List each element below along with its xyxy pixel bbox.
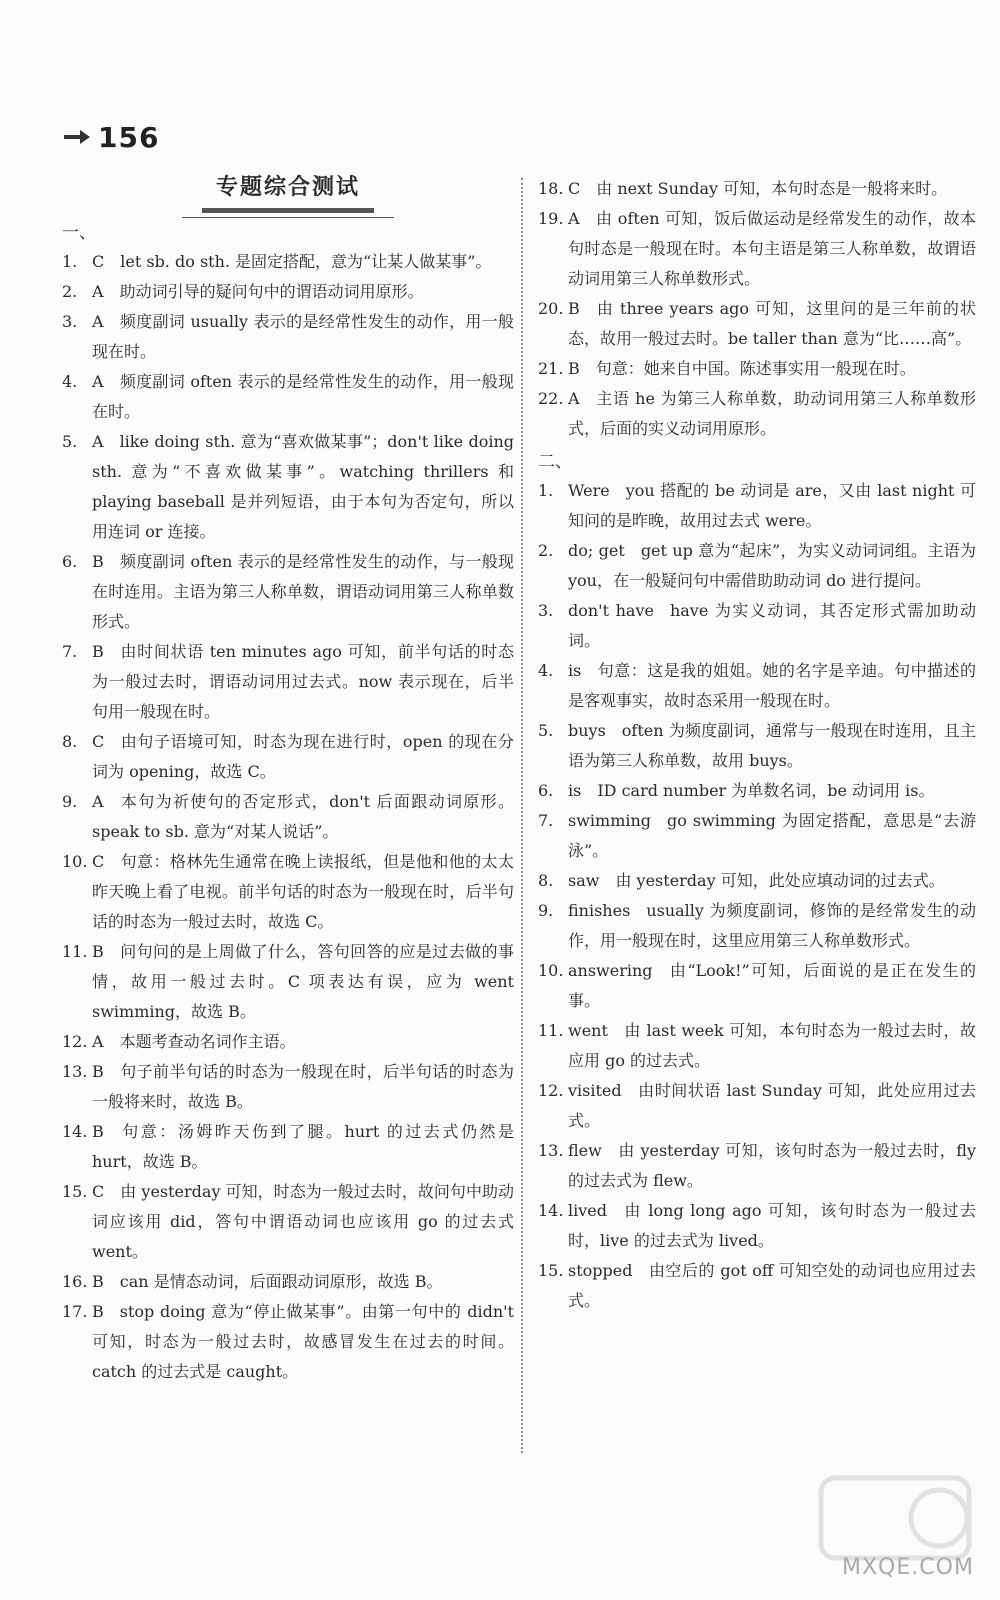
item-explanation: 句意：这是我的姐姐。她的名字是辛迪。句中描述的是客观事实，故时态采用一般现在时。	[568, 661, 976, 710]
item-explanation: 主语 he 为第三人称单数，助动词用第三人称单数形式，后面的实义动词用原形。	[568, 389, 976, 438]
item-answer: A	[92, 282, 104, 301]
item-number: 22.	[538, 389, 564, 408]
answer-item	[62, 307, 514, 367]
item-explanation: 句子前半句话的时态为一般现在时，后半句话的时态为一般将来时，故选 B。	[92, 1062, 514, 1111]
item-number: 3.	[538, 601, 554, 620]
item-answer: C	[92, 252, 105, 271]
page-number	[62, 120, 159, 154]
answer-item	[62, 727, 514, 787]
item-answer: A	[92, 1032, 104, 1051]
item-number: 2.	[538, 541, 554, 560]
item-number: 9.	[538, 901, 554, 920]
item-number: 10.	[62, 852, 88, 871]
answer-item	[538, 1196, 976, 1256]
item-answer: buys	[568, 721, 606, 740]
answer-item	[62, 1177, 514, 1267]
item-number: 16.	[62, 1272, 88, 1291]
item-number: 13.	[538, 1141, 564, 1160]
item-answer: C	[568, 179, 581, 198]
section-1-mark: 一、	[62, 223, 96, 243]
item-number: 1.	[538, 481, 554, 500]
answer-item	[538, 476, 976, 536]
item-explanation: 问句问的是上周做了什么，答句回答的应是过去做的事情，故用一般过去时。C 项表达有误，应为 went swimming，故选 B。	[92, 942, 514, 1021]
item-answer: visited	[568, 1081, 622, 1100]
item-answer: B	[92, 1062, 104, 1081]
answer-item	[538, 806, 976, 866]
item-explanation: 本题考查动名词作主语。	[119, 1032, 296, 1051]
item-answer: answering	[568, 961, 653, 980]
item-answer: B	[92, 942, 104, 961]
item-answer: B	[92, 1122, 104, 1141]
item-answer: went	[568, 1021, 608, 1040]
item-answer: B	[92, 642, 104, 661]
watermark-domain: MXQE.COM	[842, 1555, 974, 1580]
item-explanation: 由 often 可知，饭后做运动是经常发生的动作，故本句时态是一般现在时。本句主语是第三人称单数，故谓语动词用第三人称单数形式。	[568, 209, 976, 288]
item-explanation: often 为频度副词，通常与一般现在时连用，且主语为第三人称单数，故用 buys。	[568, 721, 976, 770]
title-wrap	[62, 170, 514, 213]
item-number: 7.	[62, 642, 78, 661]
answer-item	[62, 787, 514, 847]
item-number: 15.	[538, 1261, 564, 1280]
item-explanation: 频度副词 often 表示的是经常性发生的动作，用一般现在时。	[92, 372, 514, 421]
item-answer: A	[568, 389, 580, 408]
item-number: 20.	[538, 299, 564, 318]
item-number: 5.	[62, 432, 78, 451]
item-explanation: usually 为频度副词，修饰的是经常发生的动作，用一般现在时，这里应用第三人称单数形式。	[568, 901, 976, 950]
answer-item	[62, 367, 514, 427]
item-answer: B	[92, 552, 104, 571]
answer-item	[62, 1267, 514, 1297]
item-number: 9.	[62, 792, 78, 811]
item-explanation: 频度副词 usually 表示的是经常性发生的动作，用一般现在时。	[92, 312, 514, 361]
item-number: 8.	[62, 732, 78, 751]
answer-item	[62, 277, 514, 307]
answer-item	[62, 247, 514, 277]
item-explanation: 由“Look!”可知，后面说的是正在发生的事。	[568, 961, 976, 1010]
item-answer: A	[568, 209, 580, 228]
item-number: 8.	[538, 871, 554, 890]
item-number: 18.	[538, 179, 564, 198]
answer-item	[538, 204, 976, 294]
item-number: 15.	[62, 1182, 88, 1201]
section-1-list-continued	[538, 174, 976, 444]
item-number: 6.	[538, 781, 554, 800]
answer-item	[62, 547, 514, 637]
item-answer: A	[92, 432, 104, 451]
page-title: 专题综合测试	[202, 174, 374, 213]
item-answer: finishes	[568, 901, 631, 920]
item-explanation: 句意：她来自中国。陈述事实用一般现在时。	[595, 359, 916, 378]
left-column	[62, 170, 514, 1387]
item-explanation: 由句子语境可知，时态为现在进行时，open 的现在分词为 opening，故选 C。	[92, 732, 514, 781]
item-explanation: like doing sth. 意为“喜欢做某事”；don't like doing sth. 意为“不喜欢做某事”。watching thrillers 和 playing baseball 是并列短语，由于本句为否定句，所以用连词 or 连接。	[92, 432, 514, 541]
section-1-list	[62, 247, 514, 1387]
item-number: 11.	[62, 942, 88, 961]
item-explanation: 频度副词 often 表示的是经常性发生的动作，与一般现在时连用。主语为第三人称单数，谓语动词用第三人称单数形式。	[92, 552, 514, 631]
column-divider	[521, 178, 523, 1453]
item-explanation: 句意：汤姆昨天伤到了腿。hurt 的过去式仍然是 hurt，故选 B。	[92, 1122, 514, 1171]
answer-item	[62, 1057, 514, 1117]
answer-item	[538, 866, 976, 896]
item-explanation: 由 yesterday 可知，该句时态为一般过去时，fly 的过去式为 flew。	[568, 1141, 976, 1190]
section-2-list	[538, 476, 976, 1316]
item-answer: do; get	[568, 541, 625, 560]
item-number: 12.	[538, 1081, 564, 1100]
item-number: 19.	[538, 209, 564, 228]
item-number: 1.	[62, 252, 78, 271]
item-explanation: go swimming 为固定搭配，意思是“去游泳”。	[568, 811, 976, 860]
item-answer: B	[92, 1302, 104, 1321]
arrow-icon	[62, 127, 92, 147]
answer-item	[538, 1136, 976, 1196]
answer-item	[538, 536, 976, 596]
item-explanation: 由空后的 got off 可知空处的动词也应用过去式。	[568, 1261, 976, 1310]
item-number: 3.	[62, 312, 78, 331]
item-explanation: get up 意为“起床”，为实义动词词组。主语为 you，在一般疑问句中需借助助动词 do 进行提问。	[568, 541, 976, 590]
item-explanation: stop doing 意为“停止做某事”。由第一句中的 didn't 可知，时态为一般过去时，故感冒发生在过去的时间。catch 的过去式是 caught。	[92, 1302, 514, 1381]
answer-item	[62, 1117, 514, 1177]
item-number: 13.	[62, 1062, 88, 1081]
answer-item	[62, 847, 514, 937]
item-number: 17.	[62, 1302, 88, 1321]
answer-item	[62, 937, 514, 1027]
item-answer: saw	[568, 871, 600, 890]
item-explanation: 由时间状语 last Sunday 可知，此处应用过去式。	[568, 1081, 976, 1130]
item-explanation: 由 yesterday 可知，时态为一般过去时，故问句中助动词应该用 did，答句中谓语动词也应该用 go 的过去式 went。	[92, 1182, 514, 1261]
answer-item	[538, 294, 976, 354]
item-answer: B	[568, 299, 580, 318]
answer-item	[62, 1027, 514, 1057]
item-explanation: ID card number 为单数名词，be 动词用 is。	[597, 781, 935, 800]
answer-item	[62, 427, 514, 547]
item-explanation: have 为实义动词，其否定形式需加助动词。	[568, 601, 976, 650]
item-number: 2.	[62, 282, 78, 301]
item-explanation: 由时间状语 ten minutes ago 可知，前半句话的时态为一般过去时，谓语动词用过去式。now 表示现在，后半句用一般现在时。	[92, 642, 514, 721]
item-number: 10.	[538, 961, 564, 980]
item-number: 4.	[538, 661, 554, 680]
item-answer: C	[92, 852, 105, 871]
item-explanation: 由 yesterday 可知，此处应填动词的过去式。	[615, 871, 945, 890]
item-answer: flew	[568, 1141, 602, 1160]
item-answer: A	[92, 792, 104, 811]
item-number: 12.	[62, 1032, 88, 1051]
item-explanation: let sb. do sth. 是固定搭配，意为“让某人做某事”。	[120, 252, 492, 271]
answer-item	[538, 1076, 976, 1136]
answer-item	[62, 1297, 514, 1387]
item-explanation: you 搭配的 be 动词是 are，又由 last night 可知问的是昨晚，故用过去式 were。	[568, 481, 976, 530]
item-answer: B	[568, 359, 580, 378]
item-answer: is	[568, 781, 582, 800]
answer-item	[538, 776, 976, 806]
item-answer: stopped	[568, 1261, 633, 1280]
item-answer: swimming	[568, 811, 652, 830]
item-number: 21.	[538, 359, 564, 378]
item-explanation: 由 last week 可知，本句时态为一般过去时，故应用 go 的过去式。	[568, 1021, 976, 1070]
item-number: 5.	[538, 721, 554, 740]
item-answer: is	[568, 661, 582, 680]
item-answer: A	[92, 312, 104, 331]
item-explanation: 本句为祈使句的否定形式，don't 后面跟动词原形。speak to sb. 意为“对某人说话”。	[92, 792, 514, 841]
item-number: 6.	[62, 552, 78, 571]
item-answer: Were	[568, 481, 610, 500]
item-answer: A	[92, 372, 104, 391]
item-explanation: 助动词引导的疑问句中的谓语动词用原形。	[119, 282, 424, 301]
item-number: 11.	[538, 1021, 564, 1040]
item-answer: lived	[568, 1201, 607, 1220]
answer-item	[538, 354, 976, 384]
answer-item	[538, 1016, 976, 1076]
item-answer: don't have	[568, 601, 654, 620]
answer-item	[538, 1256, 976, 1316]
answer-item	[538, 956, 976, 1016]
answer-item	[62, 637, 514, 727]
answer-item	[538, 656, 976, 716]
answer-item	[538, 896, 976, 956]
item-answer: B	[92, 1272, 104, 1291]
item-number: 14.	[62, 1122, 88, 1141]
item-explanation: 由 three years ago 可知，这里问的是三年前的状态，故用一般过去时。be taller than 意为“比……高”。	[568, 299, 976, 348]
item-explanation: 句意：格林先生通常在晚上读报纸，但是他和他的太太昨天晚上看了电视。前半句话的时态为一般现在时，后半句话的时态为一般过去时，故选 C。	[92, 852, 514, 931]
answer-item	[538, 596, 976, 656]
item-number: 4.	[62, 372, 78, 391]
item-explanation: 由 long long ago 可知，该句时态为一般过去时，live 的过去式为 lived。	[568, 1201, 976, 1250]
item-answer: C	[92, 732, 105, 751]
page-number-text: 156	[98, 120, 160, 154]
item-number: 7.	[538, 811, 554, 830]
item-answer: C	[92, 1182, 105, 1201]
item-explanation: 由 next Sunday 可知，本句时态是一般将来时。	[596, 179, 948, 198]
right-column	[538, 174, 976, 1316]
section-2-mark: 二、	[538, 452, 572, 472]
item-explanation: can 是情态动词，后面跟动词原形，故选 B。	[119, 1272, 443, 1291]
item-number: 14.	[538, 1201, 564, 1220]
answer-item	[538, 716, 976, 776]
answer-item	[538, 384, 976, 444]
answer-item	[538, 174, 976, 204]
